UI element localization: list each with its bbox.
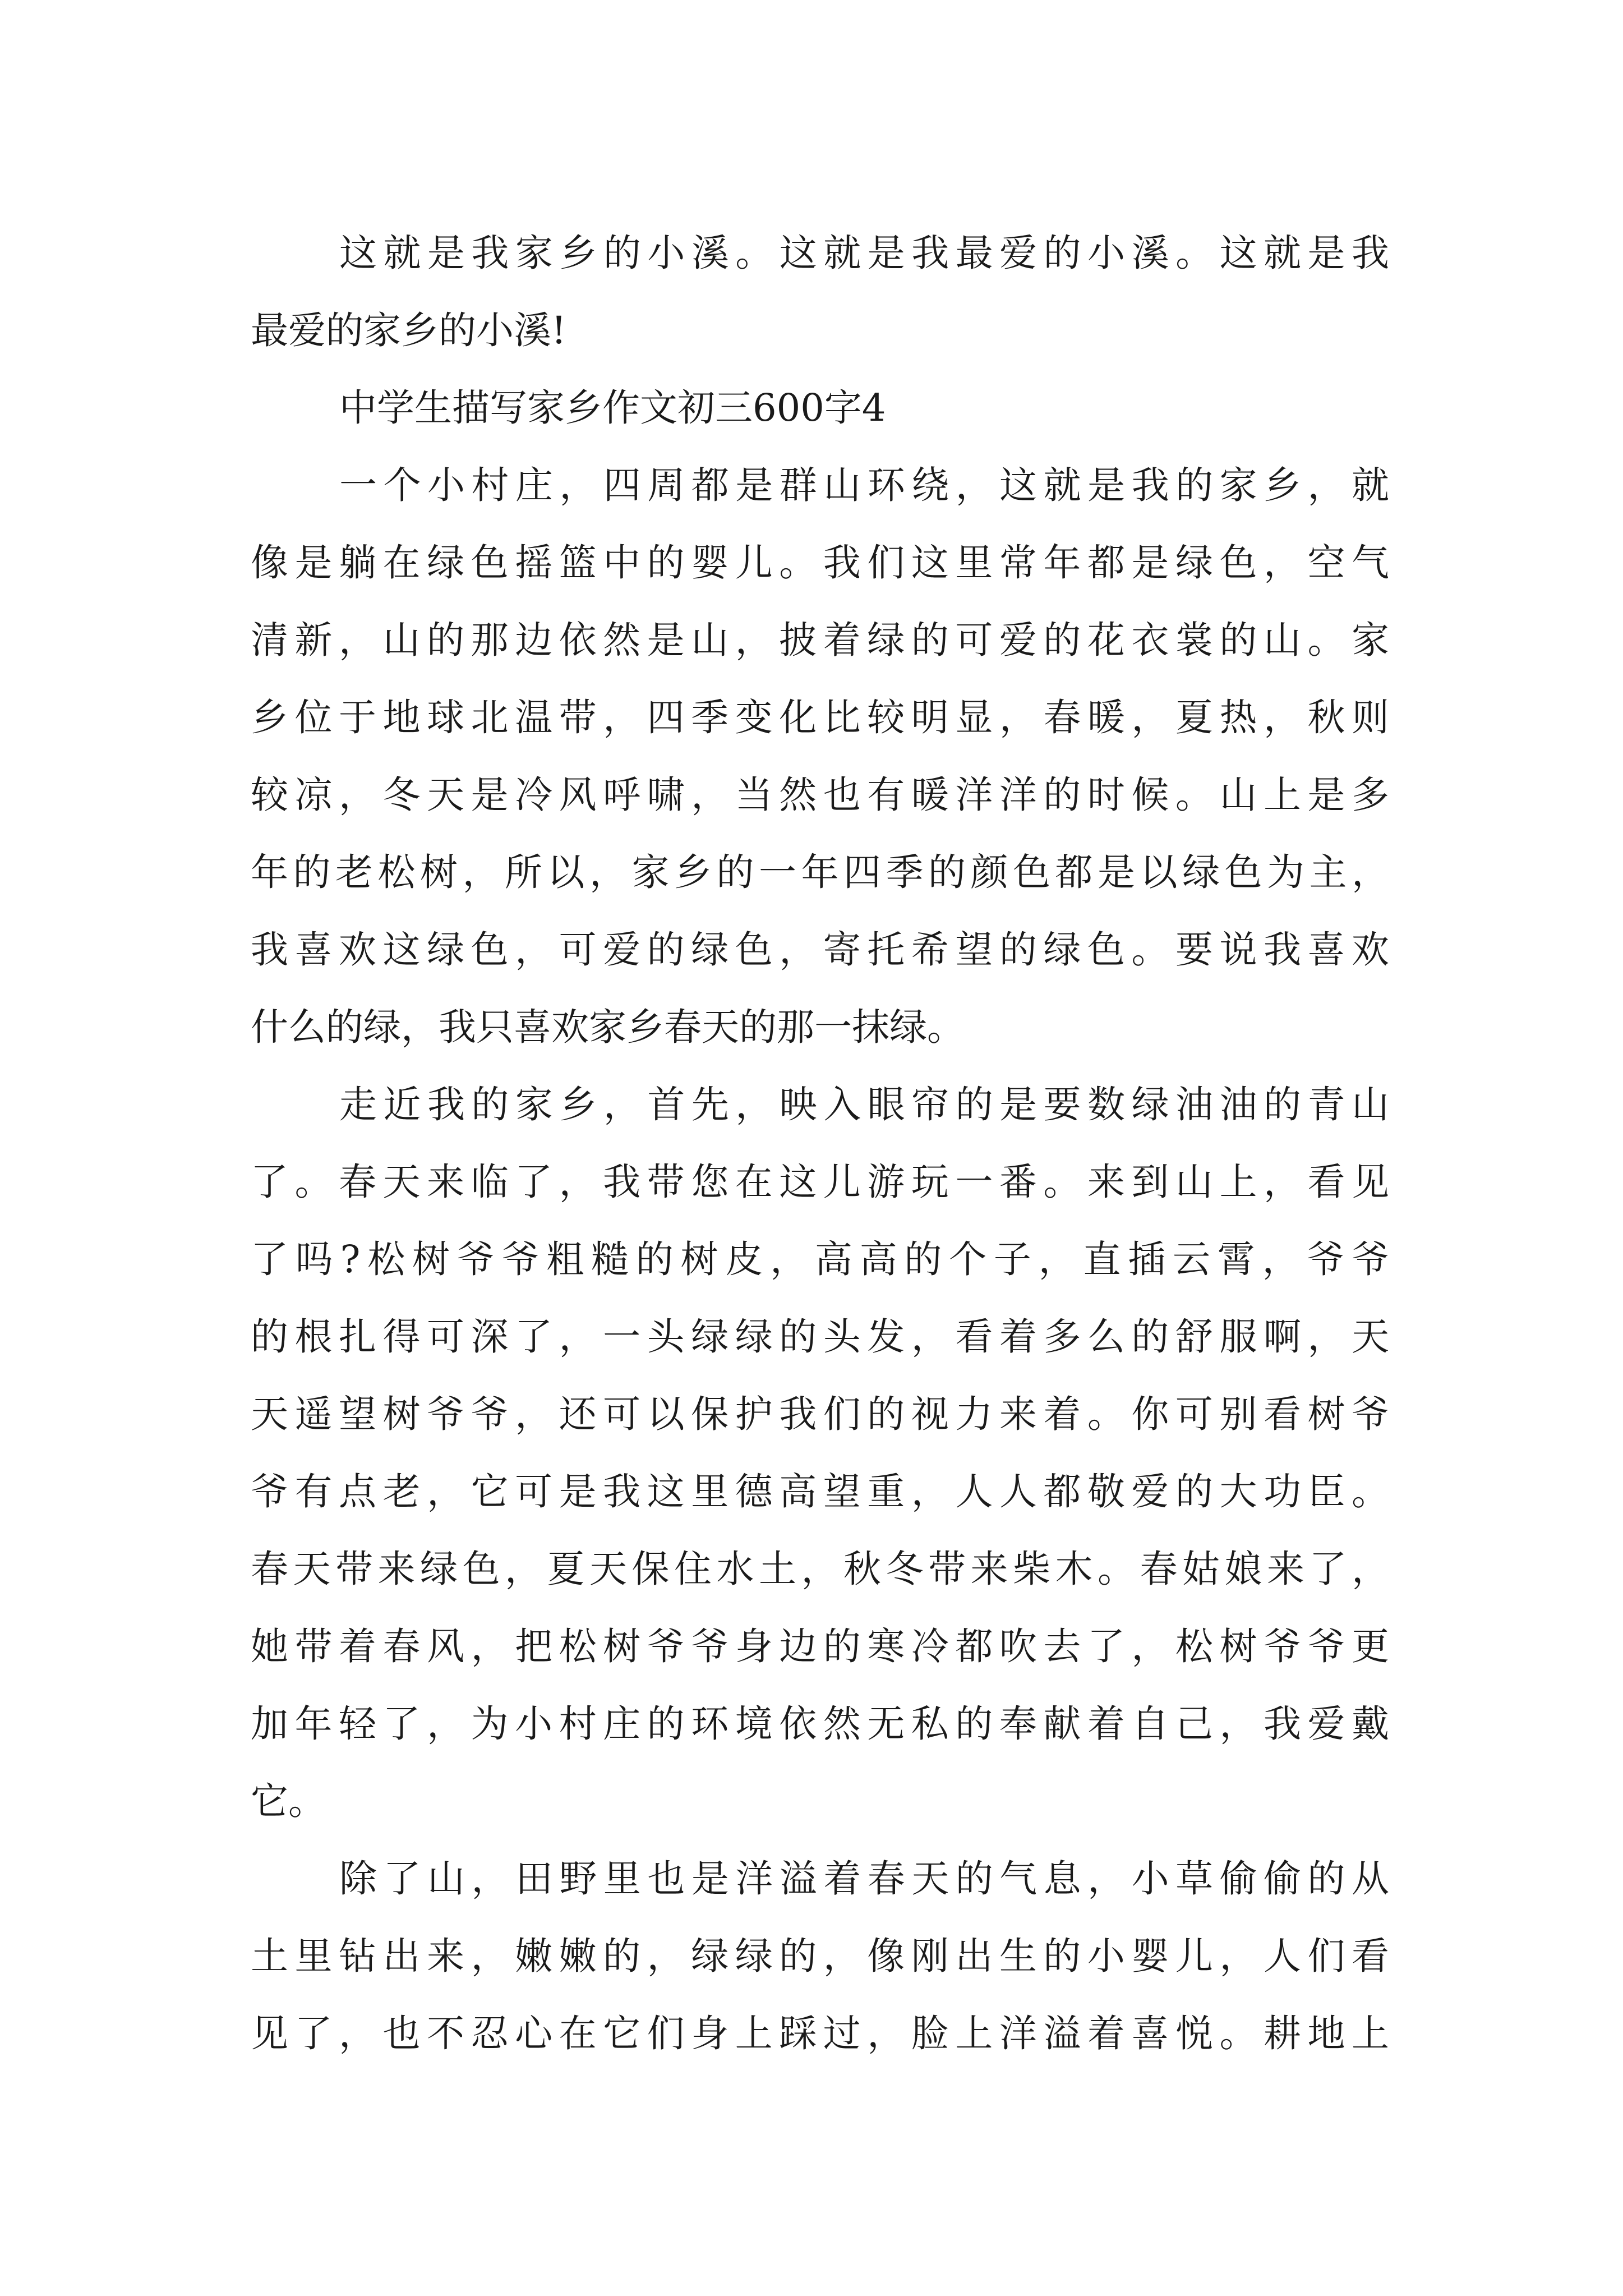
text-line: 了吗?松树爷爷粗糙的树皮，高高的个子，直插云霄，爷爷	[251, 1237, 1389, 1281]
document-body	[251, 214, 1389, 2072]
text-line: 见了，也不忍心在它们身上踩过，脸上洋溢着喜悦。耕地上	[251, 2012, 1389, 2055]
text-line: 较凉，冬天是冷风呼啸，当然也有暖洋洋的时候。山上是多	[251, 773, 1389, 817]
text-line: 春天带来绿色，夏天保住水土，秋冬带来柴木。春姑娘来了，	[251, 1547, 1389, 1591]
text-line: 最爱的家乡的小溪!	[251, 309, 566, 352]
text-line: 除了山，田野里也是洋溢着春天的气息，小草偷偷的从	[339, 1857, 1389, 1901]
text-line: 天遥望树爷爷，还可以保护我们的视力来着。你可别看树爷	[251, 1392, 1389, 1436]
paragraph-stream-ending	[251, 214, 1389, 369]
text-line: 的根扎得可深了，一头绿绿的头发，看着多么的舒服啊，天	[251, 1315, 1389, 1359]
text-line: 这就是我家乡的小溪。这就是我最爱的小溪。这就是我	[339, 231, 1389, 275]
text-line: 土里钻出来，嫩嫩的，绿绿的，像刚出生的小婴儿，人们看	[251, 1934, 1389, 1978]
text-line: 一个小村庄，四周都是群山环绕，这就是我的家乡，就	[339, 463, 1389, 507]
text-line: 我喜欢这绿色，可爱的绿色，寄托希望的绿色。要说我喜欢	[251, 928, 1389, 972]
paragraph-green-mountains	[251, 1066, 1389, 1840]
text-line: 乡位于地球北温带，四季变化比较明显，春暖，夏热，秋则	[251, 696, 1389, 739]
text-line: 她带着春风，把松树爷爷身边的寒冷都吹去了，松树爷爷更	[251, 1625, 1389, 1668]
paragraph-village-intro	[251, 447, 1389, 1066]
text-line: 它。	[251, 1779, 326, 1823]
paragraph-fields	[251, 1840, 1389, 2072]
text-line: 年的老松树，所以，家乡的一年四季的颜色都是以绿色为主，	[251, 850, 1389, 894]
text-line: 爷有点老，它可是我这里德高望重，人人都敬爱的大功臣。	[251, 1470, 1389, 1513]
text-line: 像是躺在绿色摇篮中的婴儿。我们这里常年都是绿色，空气	[251, 541, 1389, 585]
text-line: 加年轻了，为小村庄的环境依然无私的奉献着自己，我爱戴	[251, 1702, 1389, 1746]
text-line: 什么的绿，我只喜欢家乡春天的那一抹绿。	[251, 1005, 965, 1049]
text-line: 了。春天来临了，我带您在这儿游玩一番。来到山上，看见	[251, 1160, 1389, 1204]
essay-title: 中学生描写家乡作文初三600字4	[339, 386, 886, 430]
text-line: 走近我的家乡，首先，映入眼帘的是要数绿油油的青山	[339, 1083, 1389, 1126]
text-line: 清新，山的那边依然是山，披着绿的可爱的花衣裳的山。家	[251, 618, 1389, 662]
